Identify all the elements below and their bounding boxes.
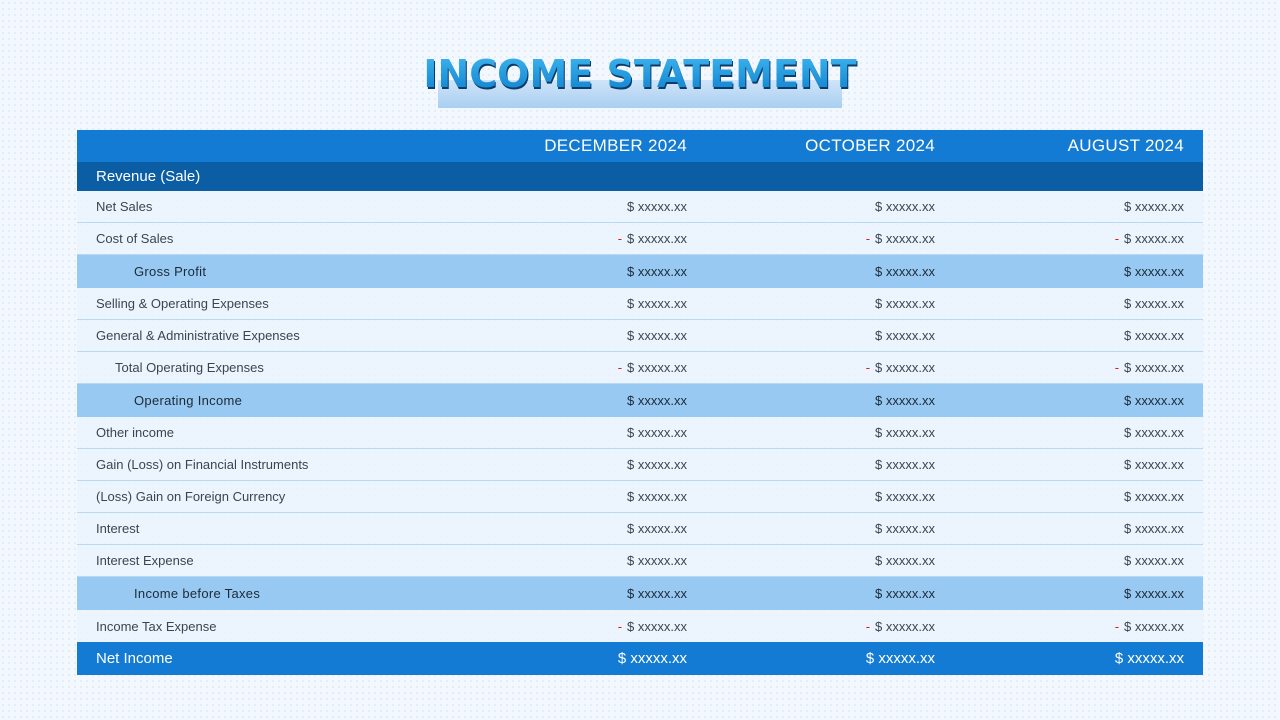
table-row <box>77 513 1203 545</box>
table-header-row <box>77 130 1203 162</box>
title-banner <box>423 52 857 108</box>
row-value: $ xxxxx.xx <box>627 328 687 343</box>
row-value: $ xxxxx.xx <box>875 586 935 601</box>
row-value: - $ xxxxx.xx <box>865 360 935 375</box>
row-label: Operating Income <box>134 393 243 408</box>
minus-sign: - <box>1114 231 1120 246</box>
row-value: $ xxxxx.xx <box>1124 264 1184 279</box>
row-label: Interest <box>96 521 140 536</box>
row-value: - $ xxxxx.xx <box>617 231 687 246</box>
table-row <box>77 288 1203 320</box>
row-value: - $ xxxxx.xx <box>1114 360 1184 375</box>
row-value: $ xxxxx.xx <box>627 296 687 311</box>
subtotal-row <box>77 384 1203 417</box>
total-label: Net Income <box>96 650 173 667</box>
table-row <box>77 545 1203 577</box>
net-income-row <box>77 642 1203 675</box>
row-value: $ xxxxx.xx <box>1124 521 1184 536</box>
row-value: $ xxxxx.xx <box>627 489 687 504</box>
row-value: - $ xxxxx.xx <box>1114 618 1184 634</box>
row-value: $ xxxxx.xx <box>627 264 687 279</box>
row-value: $ xxxxx.xx <box>627 425 687 440</box>
row-value: - $ xxxxx.xx <box>617 618 687 634</box>
table-row <box>77 417 1203 449</box>
row-value: $ xxxxx.xx <box>1124 328 1184 343</box>
row-label: Selling & Operating Expenses <box>96 296 269 311</box>
subtotal-row <box>77 255 1203 288</box>
minus-sign: - <box>1114 618 1120 634</box>
minus-sign: - <box>865 618 871 634</box>
row-value: $ xxxxx.xx <box>627 457 687 472</box>
row-value: $ xxxxx.xx <box>1124 393 1184 408</box>
minus-sign: - <box>1114 360 1120 375</box>
row-label: Total Operating Expenses <box>115 360 264 375</box>
table-row <box>77 481 1203 513</box>
row-value: $ xxxxx.xx <box>875 553 935 568</box>
header-cell-october-2024: OCTOBER 2024 <box>805 136 935 155</box>
minus-sign: - <box>865 231 871 246</box>
page-title: INCOME STATEMENT <box>423 54 856 108</box>
row-value: $ xxxxx.xx <box>627 393 687 408</box>
row-label: Income before Taxes <box>134 586 261 601</box>
row-value: $ xxxxx.xx <box>1124 586 1184 601</box>
header-cell-december-2024: DECEMBER 2024 <box>544 136 687 155</box>
row-value: $ xxxxx.xx <box>875 521 935 536</box>
row-label: (Loss) Gain on Foreign Currency <box>96 489 286 504</box>
row-value: $ xxxxx.xx <box>875 489 935 504</box>
total-value: $ xxxxx.xx <box>617 650 687 667</box>
row-value: $ xxxxx.xx <box>875 425 935 440</box>
row-value: $ xxxxx.xx <box>1124 457 1184 472</box>
minus-sign: - <box>865 360 871 375</box>
row-label: Gross Profit <box>134 264 207 279</box>
row-label: Income Tax Expense <box>96 618 217 634</box>
table-row <box>77 449 1203 481</box>
row-value: $ xxxxx.xx <box>1124 425 1184 440</box>
table-row <box>77 352 1203 384</box>
row-value: $ xxxxx.xx <box>1124 296 1184 311</box>
row-value: - $ xxxxx.xx <box>865 618 935 634</box>
row-label: Net Sales <box>96 199 153 214</box>
minus-sign: - <box>617 360 623 375</box>
row-value: $ xxxxx.xx <box>627 199 687 214</box>
row-label: Cost of Sales <box>96 231 174 246</box>
table-row <box>77 320 1203 352</box>
header-cell-august-2024: AUGUST 2024 <box>1067 136 1184 155</box>
minus-sign: - <box>617 231 623 246</box>
row-value: $ xxxxx.xx <box>875 328 935 343</box>
total-value: $ xxxxx.xx <box>865 650 935 667</box>
row-value: $ xxxxx.xx <box>627 553 687 568</box>
row-value: $ xxxxx.xx <box>627 586 687 601</box>
row-value: $ xxxxx.xx <box>1124 199 1184 214</box>
row-value: - $ xxxxx.xx <box>617 360 687 375</box>
total-value: $ xxxxx.xx <box>1114 650 1184 667</box>
row-value: $ xxxxx.xx <box>875 457 935 472</box>
subtotal-row <box>77 577 1203 610</box>
row-value: $ xxxxx.xx <box>1124 489 1184 504</box>
row-value: $ xxxxx.xx <box>875 393 935 408</box>
income-statement-table <box>77 130 1203 675</box>
row-value: $ xxxxx.xx <box>875 199 935 214</box>
section-row-revenue <box>77 162 1203 191</box>
section-label: Revenue (Sale) <box>96 168 201 185</box>
minus-sign: - <box>617 618 623 634</box>
row-value: - $ xxxxx.xx <box>865 231 935 246</box>
row-value: $ xxxxx.xx <box>627 521 687 536</box>
row-value: - $ xxxxx.xx <box>1114 231 1184 246</box>
row-label: General & Administrative Expenses <box>96 328 300 343</box>
row-label: Interest Expense <box>96 553 194 568</box>
row-value: $ xxxxx.xx <box>875 296 935 311</box>
row-label: Other income <box>96 425 175 440</box>
table-row <box>77 223 1203 255</box>
table-row <box>77 610 1203 642</box>
row-value: $ xxxxx.xx <box>875 264 935 279</box>
row-label: Gain (Loss) on Financial Instruments <box>96 457 309 472</box>
table-row <box>77 191 1203 223</box>
row-value: $ xxxxx.xx <box>1124 553 1184 568</box>
